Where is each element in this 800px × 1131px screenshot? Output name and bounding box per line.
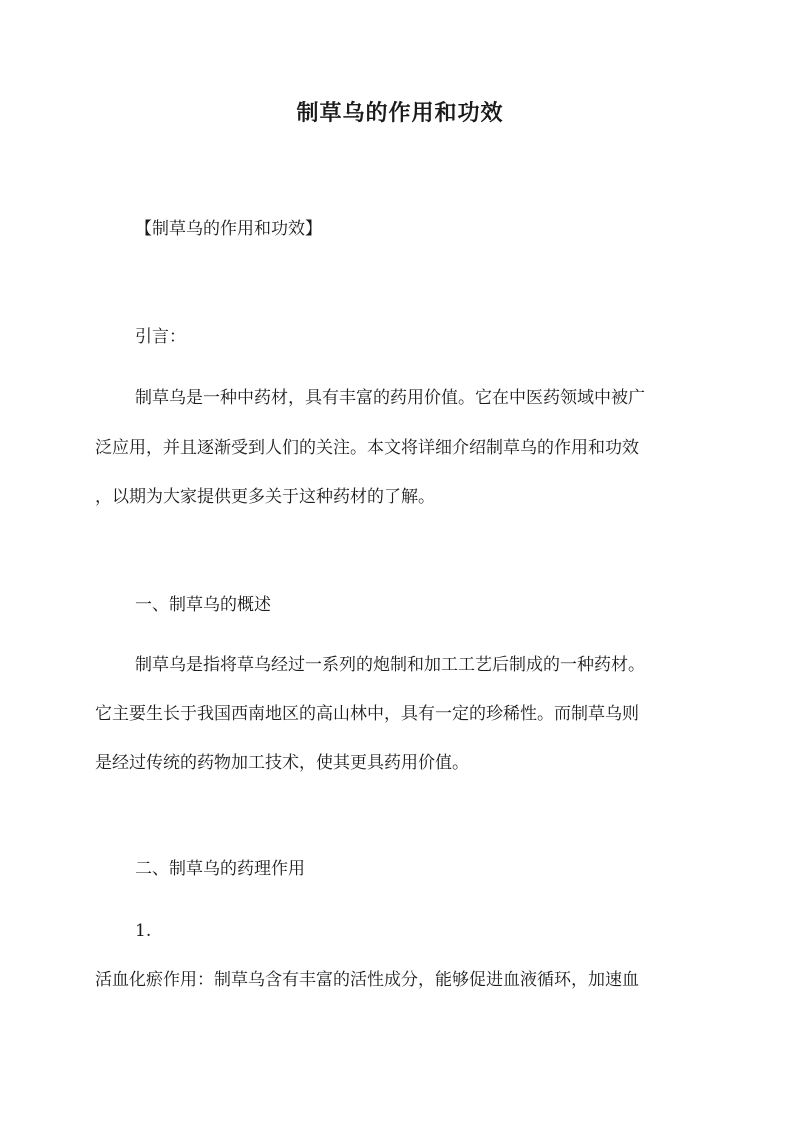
intro-line-3: ，以期为大家提供更多关于这种药材的了解。 [95, 487, 435, 507]
item1-number: 1. [135, 921, 152, 941]
section1-line-1: 制草乌是指将草乌经过一系列的炮制和加工工艺后制成的一种药材。 [135, 655, 645, 675]
section1-heading: 一、制草乌的概述 [135, 595, 271, 615]
item1-line: 活血化瘀作用：制草乌含有丰富的活性成分，能够促进血液循环，加速血 [95, 970, 639, 990]
intro-heading: 引言： [135, 327, 186, 347]
section1-line-3: 是经过传统的药物加工技术，使其更具药用价值。 [95, 753, 469, 773]
intro-line-1: 制草乌是一种中药材，具有丰富的药用价值。它在中医药领域中被广 [135, 388, 645, 408]
section1-line-2: 它主要生长于我国西南地区的高山林中，具有一定的珍稀性。而制草乌则 [95, 704, 639, 724]
subtitle-bracketed: 【制草乌的作用和功效】 [135, 219, 322, 239]
intro-line-2: 泛应用，并且逐渐受到人们的关注。本文将详细介绍制草乌的作用和功效 [95, 438, 639, 458]
section2-heading: 二、制草乌的药理作用 [135, 859, 305, 879]
document-title: 制草乌的作用和功效 [296, 100, 504, 126]
